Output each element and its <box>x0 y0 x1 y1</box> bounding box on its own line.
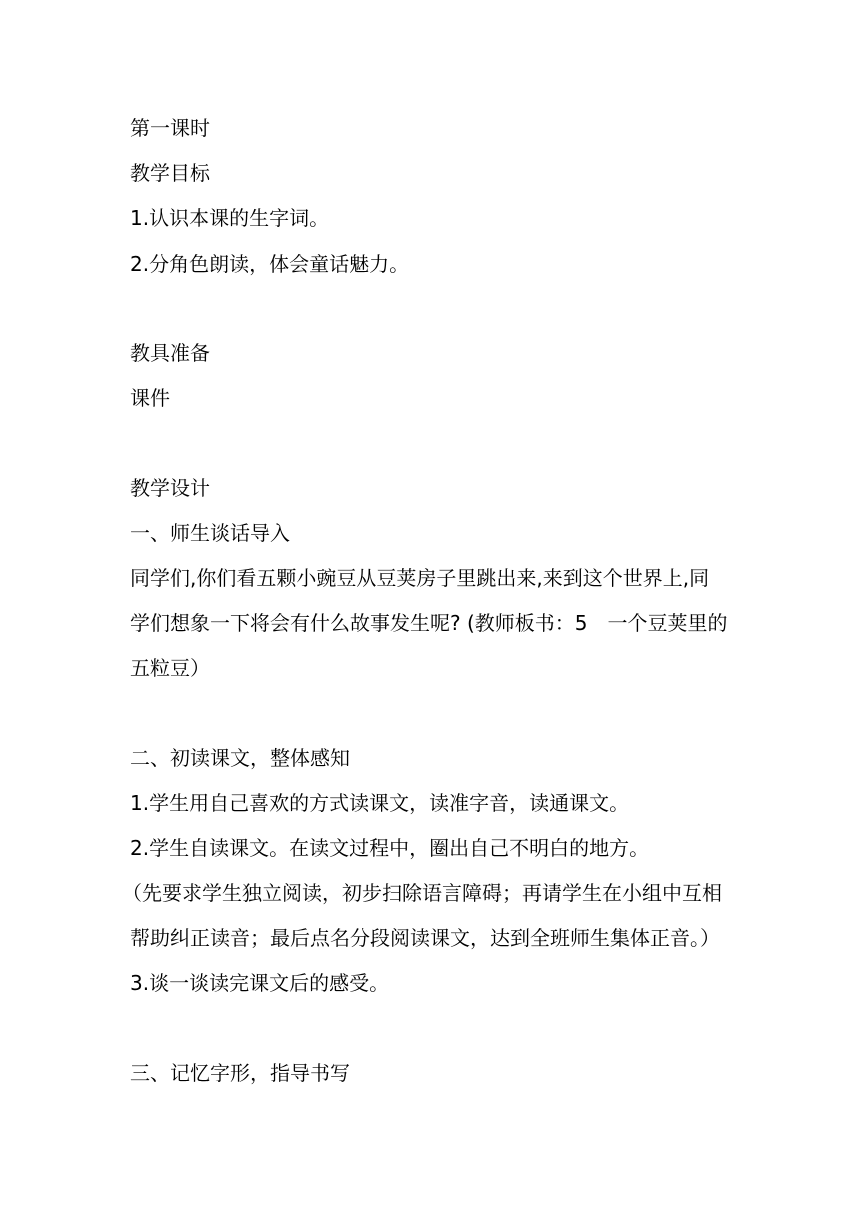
period-title: 第一课时 <box>130 116 210 140</box>
section2-item: （先要求学生独立阅读，初步扫除语言障碍；再请学生在小组中互相 <box>122 881 722 905</box>
objectives-heading: 教学目标 <box>130 161 210 185</box>
section2-item: 帮助纠正读音；最后点名分段阅读课文，达到全班师生集体正音。） <box>130 926 720 950</box>
objective-item: 2.分角色朗读，体会童话魅力。 <box>130 252 410 276</box>
section1-line: 同学们,你们看五颗小豌豆从豆荚房子里跳出来,来到这个世界上,同 <box>130 566 710 590</box>
section1-line: 学们想象一下将会有什么故事发生呢? (教师板书：5 一个豆荚里的 <box>130 611 728 635</box>
section2-item: 3.谈一谈读完课文后的感受。 <box>130 971 390 995</box>
design-heading: 教学设计 <box>130 476 210 500</box>
section2-heading: 二、初读课文，整体感知 <box>130 746 350 770</box>
materials-heading: 教具准备 <box>130 341 210 365</box>
section2-item: 2.学生自读课文。在读文过程中，圈出自己不明白的地方。 <box>130 836 650 860</box>
section1-line: 五粒豆） <box>130 656 210 680</box>
section3-heading: 三、记忆字形，指导书写 <box>130 1061 350 1085</box>
section1-heading: 一、师生谈话导入 <box>130 521 290 545</box>
section2-item: 1.学生用自己喜欢的方式读课文，读准字音，读通课文。 <box>130 791 630 815</box>
objective-item: 1.认识本课的生字词。 <box>130 206 330 230</box>
materials-text: 课件 <box>130 386 170 410</box>
